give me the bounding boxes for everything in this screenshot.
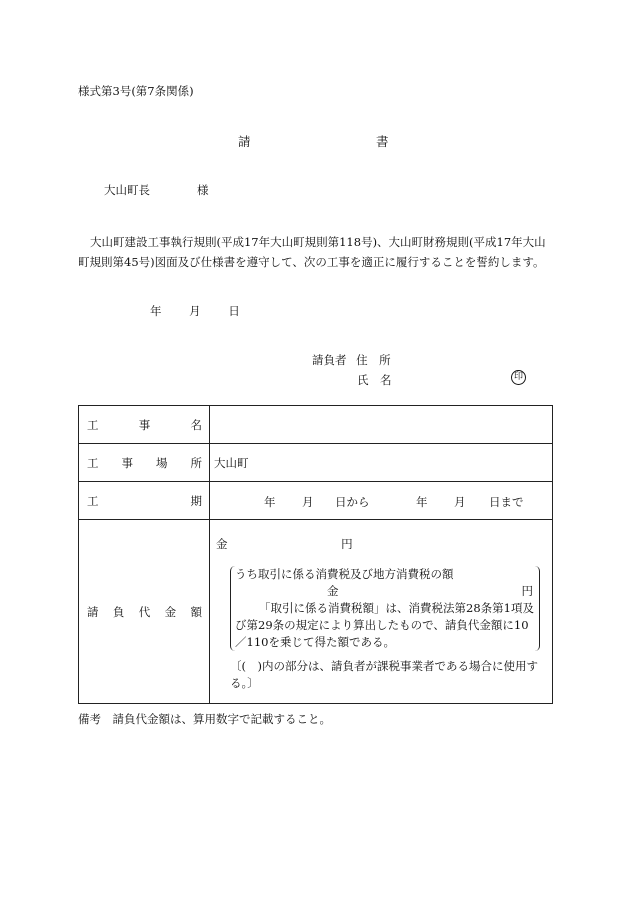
addressee — [104, 182, 209, 198]
contract-table — [78, 405, 553, 704]
contractor-address-line — [312, 352, 391, 368]
amount-note: 〔( )内の部分は、請負者が課税事業者である場合に使用する。〕 — [230, 659, 538, 690]
date-line — [150, 303, 240, 319]
period-label: 工 期 — [87, 493, 202, 508]
tax-bracket — [230, 566, 540, 651]
table-row-period — [79, 482, 553, 520]
remarks: 備考 請負代金額は、算用数字で記載すること。 — [78, 712, 331, 726]
addressee-honorific: 様 — [197, 183, 209, 197]
date-year: 年 — [150, 304, 162, 318]
tax-description: 「取引に係る消費税額」は、消費税法第28条第1項及び第29条の規定により算出したもので、請負代金額に10／110を乗じて得た額である。 — [235, 601, 534, 649]
amount-line: 金 円 — [216, 537, 353, 551]
title-char-1: 請 — [238, 134, 251, 149]
addressee-name: 大山町長 — [104, 183, 150, 197]
construction-name-label: 工 事 名 — [87, 417, 202, 432]
period-start-month: 月 — [302, 494, 314, 509]
period-end-day: 日まで — [489, 494, 524, 509]
contractor-label: 請負者 — [312, 353, 347, 367]
period-start-year: 年 — [264, 494, 276, 509]
seal-mark: 印 — [511, 370, 526, 385]
tax-line: うち取引に係る消費税及び地方消費税の額 — [235, 567, 454, 581]
contractor-name-line — [357, 372, 392, 388]
address-label: 住 所 — [356, 353, 391, 367]
table-row-construction-name — [79, 406, 553, 444]
table-row-amount — [79, 520, 553, 704]
period-start-day: 日から — [335, 494, 370, 509]
construction-place-label: 工 事 場 所 — [87, 455, 202, 470]
date-month: 月 — [189, 304, 201, 318]
construction-place-value[interactable]: 大山町 — [210, 444, 553, 482]
form-number: 様式第3号(第7条関係) — [78, 84, 194, 98]
date-day: 日 — [228, 304, 240, 318]
title-char-2: 書 — [376, 134, 389, 149]
name-label: 氏 名 — [357, 373, 392, 387]
period-end-month: 月 — [454, 494, 466, 509]
pledge-text: 大山町建設工事執行規則(平成17年大山町規則第118号)、大山町財務規則(平成17年大山町規則第45号)図面及び仕様書を遵守して、次の工事を適正に履行することを誓約します。 — [78, 235, 546, 269]
period-value[interactable] — [210, 482, 553, 520]
amount-label: 請 負 代 金 額 — [87, 604, 202, 619]
table-row-construction-place — [79, 444, 553, 482]
tax-amount-line: 金 円 — [327, 584, 533, 598]
construction-name-value[interactable] — [210, 406, 553, 444]
amount-value[interactable] — [210, 520, 553, 704]
period-end-year: 年 — [416, 494, 428, 509]
